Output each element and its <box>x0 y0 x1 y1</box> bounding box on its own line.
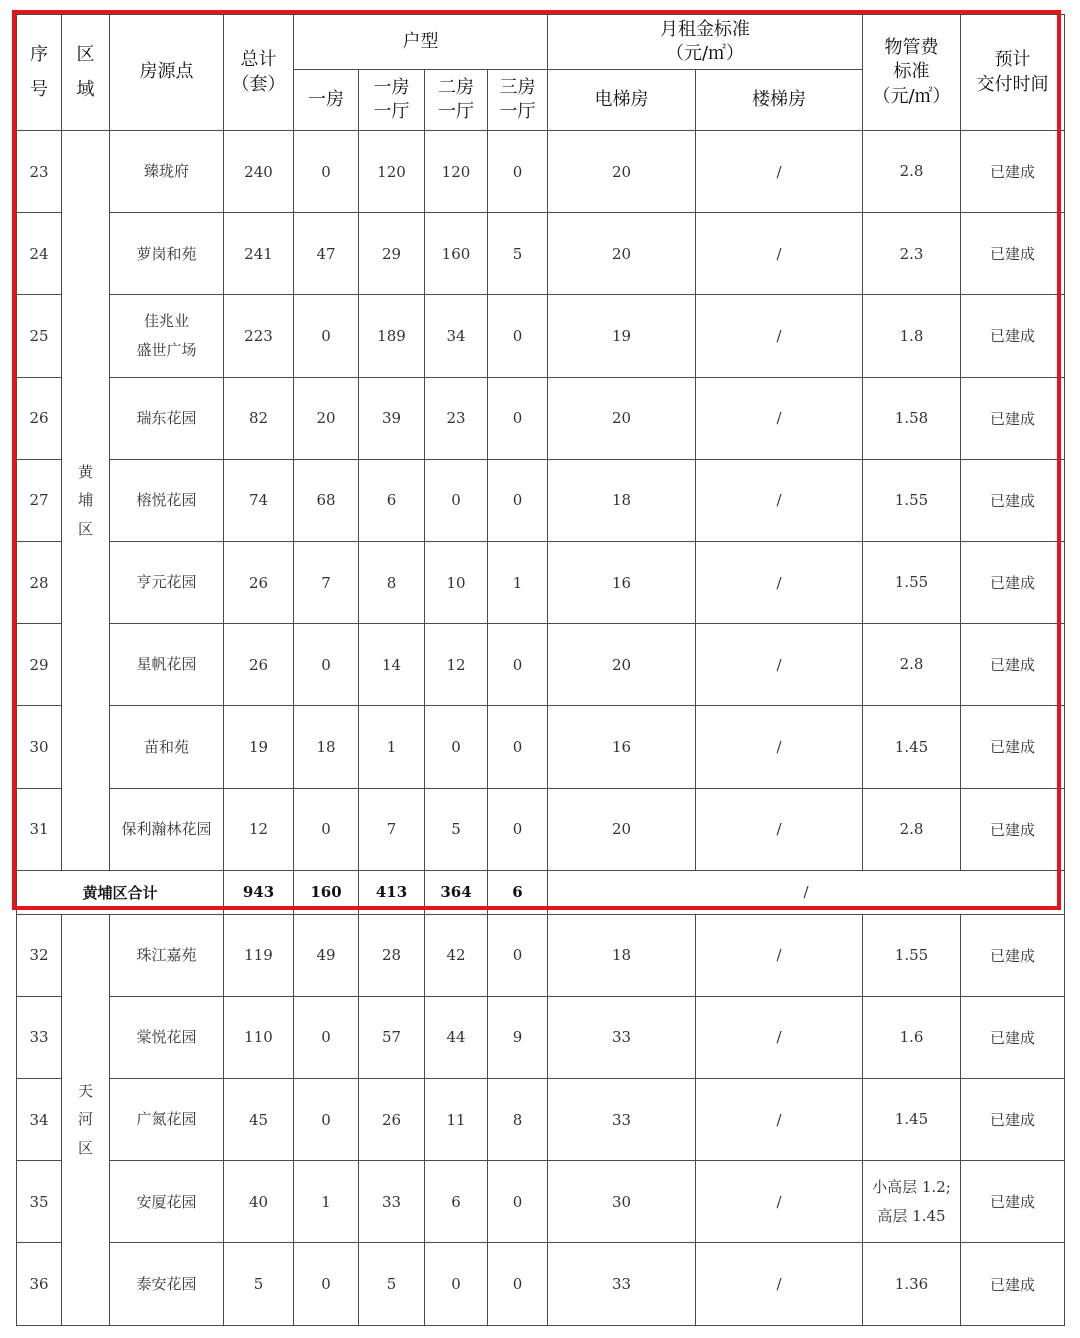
cell-two-room-hall: 120 <box>425 131 488 213</box>
cell-source-name: 安厦花园 <box>110 1161 224 1243</box>
header-total: 总计 （套） <box>224 15 294 131</box>
cell-delivery: 已建成 <box>961 1161 1065 1243</box>
cell-elevator-rent: 18 <box>548 459 696 541</box>
cell-elevator-rent: 20 <box>548 624 696 706</box>
cell-one-room: 20 <box>294 377 359 459</box>
cell-three-room-hall: 5 <box>488 213 548 295</box>
cell-one-room: 18 <box>294 706 359 788</box>
cell-delivery: 已建成 <box>961 1079 1065 1161</box>
cell-two-room-hall: 42 <box>425 914 488 996</box>
cell-total: 19 <box>224 706 294 788</box>
cell-mgmt-fee: 1.45 <box>863 706 961 788</box>
cell-stairs-rent: / <box>696 996 863 1078</box>
cell-stairs-rent: / <box>696 459 863 541</box>
cell-one-room-hall: 14 <box>359 624 425 706</box>
cell-one-room-hall: 33 <box>359 1161 425 1243</box>
cell-seq: 24 <box>17 213 62 295</box>
cell-three-room-hall: 0 <box>488 624 548 706</box>
cell-total: 82 <box>224 377 294 459</box>
cell-three-room-hall: 1 <box>488 541 548 623</box>
cell-source-name: 亨元花园 <box>110 541 224 623</box>
header-delivery: 预计 交付时间 <box>961 15 1065 131</box>
cell-one-room-hall: 29 <box>359 213 425 295</box>
header-source: 房源点 <box>110 15 224 131</box>
cell-mgmt-fee: 1.55 <box>863 914 961 996</box>
cell-seq: 26 <box>17 377 62 459</box>
cell-source-name: 星帆花园 <box>110 624 224 706</box>
cell-elevator-rent: 16 <box>548 706 696 788</box>
cell-one-room-hall: 26 <box>359 1079 425 1161</box>
cell-one-room: 0 <box>294 1079 359 1161</box>
cell-mgmt-fee: 2.8 <box>863 788 961 870</box>
cell-three-room-hall: 0 <box>488 131 548 213</box>
cell-total: 5 <box>224 1243 294 1325</box>
header-area: 区 域 <box>62 15 110 131</box>
cell-seq: 35 <box>17 1161 62 1243</box>
cell-stairs-rent: / <box>696 1079 863 1161</box>
header-one-room-hall: 一房 一厅 <box>359 70 425 131</box>
table-row <box>17 1161 1065 1243</box>
cell-mgmt-fee: 2.8 <box>863 131 961 213</box>
cell-two-room-hall: 12 <box>425 624 488 706</box>
cell-three-room-hall: 0 <box>488 914 548 996</box>
cell-mgmt-fee: 2.3 <box>863 213 961 295</box>
header-stairs: 楼梯房 <box>696 70 863 131</box>
cell-one-room: 1 <box>294 1161 359 1243</box>
cell-elevator-rent: 33 <box>548 1243 696 1325</box>
cell-one-room-hall: 57 <box>359 996 425 1078</box>
cell-one-room-hall: 7 <box>359 788 425 870</box>
cell-one-room: 7 <box>294 541 359 623</box>
header-rent: 月租金标准 （元/㎡） <box>548 15 863 70</box>
cell-delivery: 已建成 <box>961 914 1065 996</box>
cell-elevator-rent: 20 <box>548 131 696 213</box>
summary-r3h: 6 <box>488 870 548 914</box>
cell-delivery: 已建成 <box>961 788 1065 870</box>
cell-source-name: 臻珑府 <box>110 131 224 213</box>
cell-one-room: 68 <box>294 459 359 541</box>
cell-total: 223 <box>224 295 294 377</box>
cell-delivery: 已建成 <box>961 1243 1065 1325</box>
header-seq: 序 号 <box>17 15 62 131</box>
table-row <box>17 788 1065 870</box>
cell-two-room-hall: 44 <box>425 996 488 1078</box>
cell-mgmt-fee: 1.6 <box>863 996 961 1078</box>
cell-total: 12 <box>224 788 294 870</box>
cell-three-room-hall: 0 <box>488 295 548 377</box>
cell-delivery: 已建成 <box>961 213 1065 295</box>
cell-two-room-hall: 5 <box>425 788 488 870</box>
header-mgmt-fee: 物管费 标准 （元/㎡） <box>863 15 961 131</box>
cell-total: 240 <box>224 131 294 213</box>
cell-delivery: 已建成 <box>961 541 1065 623</box>
cell-delivery: 已建成 <box>961 377 1065 459</box>
cell-total: 110 <box>224 996 294 1078</box>
cell-two-room-hall: 23 <box>425 377 488 459</box>
cell-mgmt-fee: 1.8 <box>863 295 961 377</box>
cell-stairs-rent: / <box>696 131 863 213</box>
cell-one-room-hall: 1 <box>359 706 425 788</box>
header-three-room-hall: 三房 一厅 <box>488 70 548 131</box>
cell-delivery: 已建成 <box>961 996 1065 1078</box>
cell-three-room-hall: 9 <box>488 996 548 1078</box>
cell-one-room-hall: 189 <box>359 295 425 377</box>
cell-three-room-hall: 0 <box>488 788 548 870</box>
cell-one-room: 49 <box>294 914 359 996</box>
cell-one-room-hall: 6 <box>359 459 425 541</box>
cell-two-room-hall: 0 <box>425 706 488 788</box>
cell-delivery: 已建成 <box>961 706 1065 788</box>
cell-source-name: 苗和苑 <box>110 706 224 788</box>
cell-source-name: 萝岗和苑 <box>110 213 224 295</box>
summary-rest: / <box>548 870 1065 914</box>
cell-elevator-rent: 33 <box>548 996 696 1078</box>
cell-stairs-rent: / <box>696 1243 863 1325</box>
housing-table-container <box>16 14 1064 1326</box>
cell-stairs-rent: / <box>696 788 863 870</box>
cell-total: 119 <box>224 914 294 996</box>
cell-two-room-hall: 10 <box>425 541 488 623</box>
cell-source-name: 广氮花园 <box>110 1079 224 1161</box>
header-two-room-hall: 二房 一厅 <box>425 70 488 131</box>
cell-seq: 28 <box>17 541 62 623</box>
cell-seq: 23 <box>17 131 62 213</box>
cell-one-room-hall: 39 <box>359 377 425 459</box>
cell-stairs-rent: / <box>696 1161 863 1243</box>
cell-mgmt-fee: 小高层 1.2; 高层 1.45 <box>863 1161 961 1243</box>
summary-r1h: 413 <box>359 870 425 914</box>
cell-delivery: 已建成 <box>961 131 1065 213</box>
cell-elevator-rent: 19 <box>548 295 696 377</box>
cell-stairs-rent: / <box>696 914 863 996</box>
cell-stairs-rent: / <box>696 624 863 706</box>
table-row <box>17 624 1065 706</box>
cell-seq: 30 <box>17 706 62 788</box>
cell-delivery: 已建成 <box>961 295 1065 377</box>
cell-three-room-hall: 0 <box>488 706 548 788</box>
cell-area: 黄 埔 区 <box>62 131 110 871</box>
cell-one-room: 0 <box>294 1243 359 1325</box>
cell-one-room: 0 <box>294 295 359 377</box>
table-row <box>17 131 1065 213</box>
cell-mgmt-fee: 2.8 <box>863 624 961 706</box>
housing-table <box>16 14 1065 1326</box>
cell-elevator-rent: 18 <box>548 914 696 996</box>
table-row <box>17 996 1065 1078</box>
cell-two-room-hall: 6 <box>425 1161 488 1243</box>
cell-seq: 32 <box>17 914 62 996</box>
table-row <box>17 295 1065 377</box>
cell-two-room-hall: 0 <box>425 459 488 541</box>
cell-stairs-rent: / <box>696 295 863 377</box>
cell-seq: 36 <box>17 1243 62 1325</box>
cell-mgmt-fee: 1.45 <box>863 1079 961 1161</box>
cell-source-name: 瑞东花园 <box>110 377 224 459</box>
header-one-room: 一房 <box>294 70 359 131</box>
cell-seq: 25 <box>17 295 62 377</box>
cell-area: 天 河 区 <box>62 914 110 1325</box>
cell-seq: 33 <box>17 996 62 1078</box>
summary-row <box>17 870 1065 914</box>
cell-seq: 34 <box>17 1079 62 1161</box>
cell-two-room-hall: 11 <box>425 1079 488 1161</box>
table-row <box>17 459 1065 541</box>
cell-one-room: 0 <box>294 131 359 213</box>
cell-mgmt-fee: 1.55 <box>863 459 961 541</box>
cell-two-room-hall: 0 <box>425 1243 488 1325</box>
cell-one-room: 0 <box>294 624 359 706</box>
cell-two-room-hall: 34 <box>425 295 488 377</box>
cell-source-name: 榕悦花园 <box>110 459 224 541</box>
cell-one-room-hall: 120 <box>359 131 425 213</box>
cell-seq: 31 <box>17 788 62 870</box>
cell-elevator-rent: 20 <box>548 213 696 295</box>
cell-three-room-hall: 0 <box>488 377 548 459</box>
cell-one-room: 0 <box>294 996 359 1078</box>
cell-total: 45 <box>224 1079 294 1161</box>
cell-one-room-hall: 5 <box>359 1243 425 1325</box>
table-row <box>17 541 1065 623</box>
cell-three-room-hall: 0 <box>488 459 548 541</box>
cell-three-room-hall: 8 <box>488 1079 548 1161</box>
cell-elevator-rent: 30 <box>548 1161 696 1243</box>
cell-elevator-rent: 20 <box>548 377 696 459</box>
table-row <box>17 914 1065 996</box>
table-row <box>17 377 1065 459</box>
cell-stairs-rent: / <box>696 213 863 295</box>
cell-stairs-rent: / <box>696 706 863 788</box>
table-body <box>17 131 1065 1326</box>
cell-stairs-rent: / <box>696 541 863 623</box>
cell-seq: 29 <box>17 624 62 706</box>
summary-r1: 160 <box>294 870 359 914</box>
summary-total: 943 <box>224 870 294 914</box>
table-row <box>17 1079 1065 1161</box>
summary-r2h: 364 <box>425 870 488 914</box>
cell-mgmt-fee: 1.55 <box>863 541 961 623</box>
cell-source-name: 泰安花园 <box>110 1243 224 1325</box>
cell-source-name: 棠悦花园 <box>110 996 224 1078</box>
cell-elevator-rent: 16 <box>548 541 696 623</box>
cell-one-room-hall: 8 <box>359 541 425 623</box>
cell-total: 40 <box>224 1161 294 1243</box>
cell-total: 74 <box>224 459 294 541</box>
table-row <box>17 1243 1065 1325</box>
cell-three-room-hall: 0 <box>488 1243 548 1325</box>
cell-elevator-rent: 33 <box>548 1079 696 1161</box>
cell-mgmt-fee: 1.58 <box>863 377 961 459</box>
cell-mgmt-fee: 1.36 <box>863 1243 961 1325</box>
cell-two-room-hall: 160 <box>425 213 488 295</box>
table-row <box>17 706 1065 788</box>
summary-label: 黄埔区合计 <box>17 870 224 914</box>
table-row <box>17 213 1065 295</box>
cell-source-name: 佳兆业 盛世广场 <box>110 295 224 377</box>
cell-three-room-hall: 0 <box>488 1161 548 1243</box>
cell-total: 241 <box>224 213 294 295</box>
cell-delivery: 已建成 <box>961 624 1065 706</box>
cell-total: 26 <box>224 541 294 623</box>
cell-one-room: 47 <box>294 213 359 295</box>
cell-seq: 27 <box>17 459 62 541</box>
cell-source-name: 保利瀚林花园 <box>110 788 224 870</box>
cell-total: 26 <box>224 624 294 706</box>
header-unit-type: 户型 <box>294 15 548 70</box>
cell-one-room: 0 <box>294 788 359 870</box>
cell-source-name: 珠江嘉苑 <box>110 914 224 996</box>
header-elevator: 电梯房 <box>548 70 696 131</box>
cell-stairs-rent: / <box>696 377 863 459</box>
cell-one-room-hall: 28 <box>359 914 425 996</box>
cell-delivery: 已建成 <box>961 459 1065 541</box>
cell-elevator-rent: 20 <box>548 788 696 870</box>
table-header <box>17 15 1065 131</box>
